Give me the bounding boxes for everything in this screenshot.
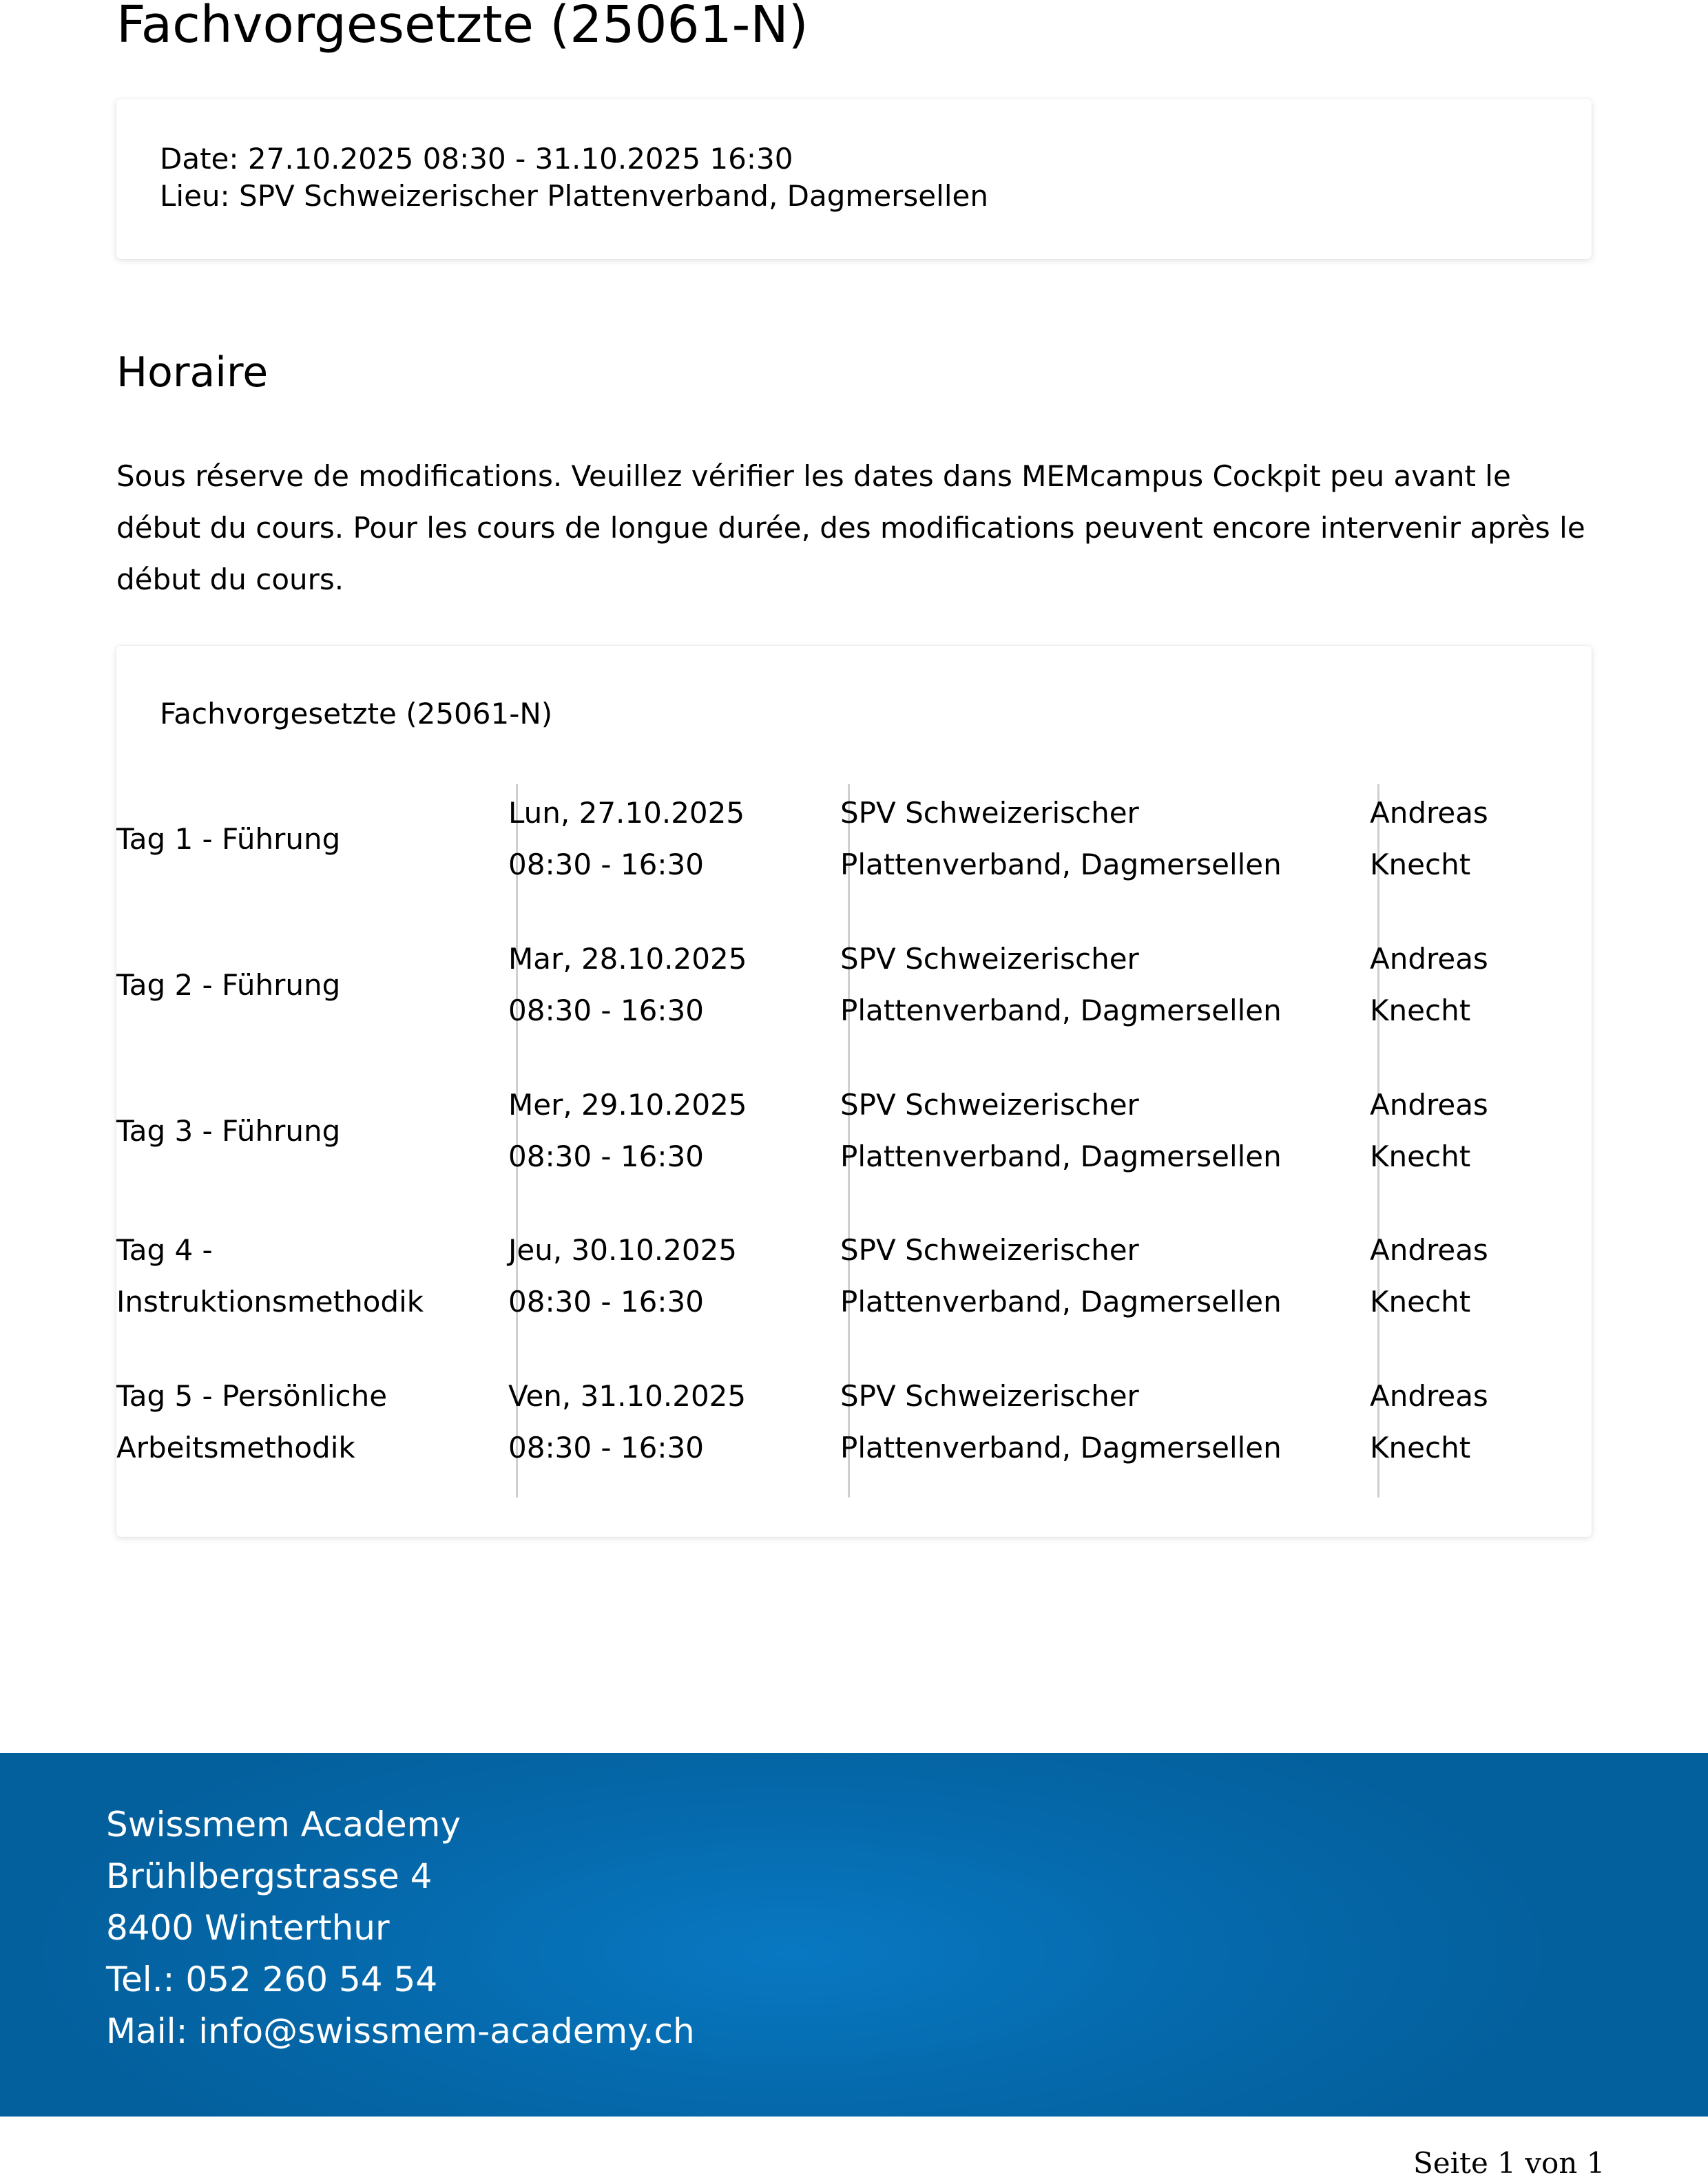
session-name-text: Tag 4 - <box>116 1233 213 1267</box>
session-datetime <box>508 1058 825 1204</box>
session-name-text: Tag 2 - Führung <box>116 967 341 1002</box>
session-trainer-text: Andreas <box>1370 1379 1488 1413</box>
session-name-text: Arbeitsmethodik <box>116 1431 355 1464</box>
session-name-text: Tag 5 - Persönliche <box>116 1379 388 1413</box>
session-time: 08:30 - 16:30 <box>508 1431 704 1464</box>
session-location-text: Plattenverband, Dagmersellen <box>840 1285 1282 1319</box>
session-datetime <box>508 912 825 1058</box>
course-info-card <box>116 99 1592 259</box>
session-trainer-text: Knecht <box>1370 1285 1471 1319</box>
session-trainer-text: Knecht <box>1370 1431 1471 1464</box>
session-trainer-text: Knecht <box>1370 848 1471 881</box>
session-time: 08:30 - 16:30 <box>508 994 704 1027</box>
session-time: 08:30 - 16:30 <box>508 1140 704 1173</box>
session-location-text: SPV Schweizerischer <box>840 1379 1139 1413</box>
session-name <box>116 1349 475 1495</box>
schedule-card <box>116 646 1592 1537</box>
session-trainer <box>1370 1349 1542 1495</box>
session-day: Ven, 31.10.2025 <box>508 1379 747 1413</box>
session-name-text: Instruktionsmethodik <box>116 1285 424 1319</box>
session-time: 08:30 - 16:30 <box>508 1285 704 1319</box>
session-time: 08:30 - 16:30 <box>508 848 704 881</box>
session-location-text: Plattenverband, Dagmersellen <box>840 848 1282 881</box>
session-location-text: SPV Schweizerischer <box>840 1088 1139 1122</box>
session-day: Jeu, 30.10.2025 <box>508 1233 738 1267</box>
session-trainer-text: Andreas <box>1370 796 1488 830</box>
session-location <box>840 1349 1350 1495</box>
session-trainer <box>1370 912 1542 1058</box>
session-trainer-text: Andreas <box>1370 1233 1488 1267</box>
footer <box>0 1753 1708 2117</box>
footer-city: 8400 Winterthur <box>106 1908 390 1948</box>
schedule-notice: Sous réserve de modifications. Veuillez vérifier les dates dans MEMcampus Cockpit peu avant le début du cours. Pour les cours de longue durée, des modifications peuvent encore intervenir après le début du cours. <box>116 459 1585 596</box>
session-datetime <box>508 766 825 912</box>
schedule-course-title: Fachvorgesetzte (25061-N) <box>160 697 553 731</box>
session-location-text: Plattenverband, Dagmersellen <box>840 1431 1282 1464</box>
page-title: Fachvorgesetzte (25061-N) <box>116 0 809 54</box>
session-name <box>116 912 475 1058</box>
session-name-text: Tag 3 - Führung <box>116 1113 341 1148</box>
session-datetime <box>508 1203 825 1349</box>
session-name <box>116 766 475 912</box>
session-location-text: SPV Schweizerischer <box>840 796 1139 830</box>
session-location <box>840 766 1350 912</box>
session-location-text: SPV Schweizerischer <box>840 1233 1139 1267</box>
session-trainer <box>1370 1203 1542 1349</box>
footer-street: Brühlbergstrasse 4 <box>106 1856 433 1896</box>
session-trainer-text: Andreas <box>1370 942 1488 976</box>
session-location <box>840 912 1350 1058</box>
session-trainer <box>1370 1058 1542 1204</box>
session-trainer-text: Andreas <box>1370 1088 1488 1122</box>
session-location-text: SPV Schweizerischer <box>840 942 1139 976</box>
session-day: Mer, 29.10.2025 <box>508 1088 747 1122</box>
session-day: Lun, 27.10.2025 <box>508 796 745 830</box>
session-name-text: Tag 1 - Führung <box>116 821 341 856</box>
session-location <box>840 1203 1350 1349</box>
schedule-heading: Horaire <box>116 348 269 397</box>
session-location-text: Plattenverband, Dagmersellen <box>840 994 1282 1027</box>
session-trainer <box>1370 766 1542 912</box>
session-trainer-text: Knecht <box>1370 1140 1471 1173</box>
session-trainer-text: Knecht <box>1370 994 1471 1027</box>
session-name <box>116 1203 475 1349</box>
session-datetime <box>508 1349 825 1495</box>
session-location <box>840 1058 1350 1204</box>
session-location-text: Plattenverband, Dagmersellen <box>840 1140 1282 1173</box>
footer-email: Mail: info@swissmem-academy.ch <box>106 2011 695 2051</box>
course-location: Lieu: SPV Schweizerischer Plattenverband, Dagmersellen <box>160 179 988 213</box>
session-name <box>116 1058 475 1204</box>
page-number: Seite 1 von 1 <box>1413 2146 1605 2180</box>
footer-organization: Swissmem Academy <box>106 1805 461 1845</box>
session-day: Mar, 28.10.2025 <box>508 942 747 976</box>
footer-phone: Tel.: 052 260 54 54 <box>106 1960 438 1999</box>
footer-address <box>106 1799 695 2057</box>
course-date: Date: 27.10.2025 08:30 - 31.10.2025 16:30 <box>160 142 793 176</box>
